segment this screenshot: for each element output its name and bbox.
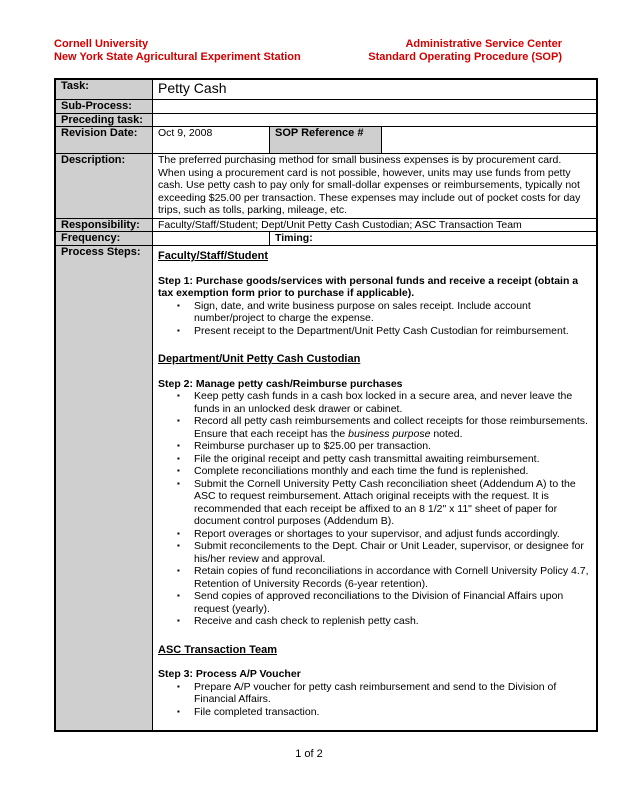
responsibility-value: Faculty/Staff/Student; Dept/Unit Petty Cash Custodian; ASC Transaction Team: [153, 218, 597, 232]
list-item: ▪ Prepare A/P voucher for petty cash reimbursement and send to the Division of Financial Affairs.: [194, 681, 591, 706]
document-type: Standard Operating Procedure (SOP): [368, 51, 562, 63]
section-faculty-title: Faculty/Staff/Student: [158, 250, 269, 262]
list-item: ▪ Send copies of approved reconciliations to the Division of Financial Affairs upon request (yearly).: [194, 590, 591, 615]
row-revision: [56, 127, 597, 154]
frequency-label: Frequency:: [56, 232, 153, 246]
frequency-value: [153, 232, 270, 246]
sub-process-label: Sub-Process:: [56, 100, 153, 114]
description-value: The preferred purchasing method for small business expenses is by procurement card. When using a procurement card is not possible, however, units may use funds from petty cash. Use petty cash to pay only for small-dollar expenses or reimbursements, typically not exceeding $25.00 per transaction. These expenses may include out of pocket costs for day trips, such as tolls, parking, mileage, etc.: [153, 154, 597, 219]
description-label: Description:: [56, 154, 153, 219]
station-name: New York State Agricultural Experiment Station: [54, 51, 301, 63]
process-steps-label: Process Steps:: [56, 246, 153, 731]
list-item: ▪ Present receipt to the Department/Unit Petty Cash Custodian for reimbursement.: [194, 325, 591, 338]
step-2-heading: Step 2: Manage petty cash/Reimburse purchases: [158, 377, 403, 390]
list-item: ▪ Receive and cash check to replenish petty cash.: [194, 615, 591, 628]
sop-form: [54, 78, 598, 732]
list-item: ▪ Retain copies of fund reconciliations in accordance with Cornell University Policy 4.7, Retention of University Records (6-year retention).: [194, 565, 591, 590]
row-process-steps: [56, 246, 597, 731]
list-item: ▪ Submit reconcilements to the Dept. Chair or Unit Leader, supervisor, or designee for his/her review and approval.: [194, 540, 591, 565]
row-frequency: [56, 232, 597, 246]
sop-reference-value: [382, 127, 597, 154]
row-sub-process: [56, 100, 597, 114]
step-3-heading: Step 3: Process A/P Voucher: [158, 668, 301, 680]
row-preceding: [56, 113, 597, 127]
revision-value: Oct 9, 2008: [153, 127, 270, 154]
list-item: ▪ Record all petty cash reimbursements and collect receipts for those reimbursements. Ensure that each receipt has the business purpose noted.: [194, 415, 591, 440]
task-label: Task:: [56, 80, 153, 100]
timing-cell: [270, 232, 597, 246]
list-item: ▪ Submit the Cornell University Petty Cash reconciliation sheet (Addendum A) to the ASC to request reimbursement. Attach original receipts with the request. It is recommended that each receipt be affixed to an 8 1/2" x 11" sheet of paper for document control purposes (Addendum B).: [194, 478, 591, 528]
timing-label: Timing:: [275, 232, 313, 244]
task-value: Petty Cash: [153, 80, 597, 100]
preceding-value: [153, 113, 597, 127]
sop-table: [55, 79, 597, 731]
step-3-list: [158, 681, 591, 719]
row-responsibility: [56, 218, 597, 232]
list-item: ▪ Keep petty cash funds in a cash box locked in a secure area, and never leave the funds in an unlocked desk drawer or cabinet.: [194, 390, 591, 415]
list-item: ▪ Sign, date, and write business purpose on sales receipt. Include account number/project to charge the expense.: [194, 300, 591, 325]
list-item: ▪ Report overages or shortages to your supervisor, and adjust funds accordingly.: [194, 528, 591, 541]
sub-process-value: [153, 100, 597, 114]
header-right: [368, 38, 562, 64]
responsibility-label: Responsibility:: [56, 218, 153, 232]
step-2-list: [158, 390, 591, 628]
center-name: Administrative Service Center: [405, 38, 562, 50]
section-asc-title: ASC Transaction Team: [158, 643, 277, 656]
list-item: ▪ Complete reconciliations monthly and each time the fund is replenished.: [194, 465, 591, 478]
step-1-list: [158, 300, 591, 338]
list-item: ▪ File the original receipt and petty cash transmittal awaiting reimbursement.: [194, 453, 591, 466]
university-name: Cornell University: [54, 38, 149, 50]
row-task: [56, 80, 597, 100]
row-description: [56, 154, 597, 219]
page-number: 1 of 2: [295, 748, 323, 760]
revision-label: Revision Date:: [56, 127, 153, 154]
preceding-label: Preceding task:: [56, 113, 153, 127]
process-steps-content: [153, 246, 597, 731]
list-item: ▪ File completed transaction.: [194, 706, 591, 719]
section-custodian-title: Department/Unit Petty Cash Custodian: [158, 353, 361, 365]
list-item: ▪ Reimburse purchaser up to $25.00 per transaction.: [194, 440, 591, 453]
header-left: [54, 38, 301, 64]
step-1-heading: Step 1: Purchase goods/services with personal funds and receive a receipt (obtain a tax exemption form prior to purchase if applicable).: [158, 274, 579, 299]
sop-reference-label: SOP Reference #: [270, 127, 382, 154]
